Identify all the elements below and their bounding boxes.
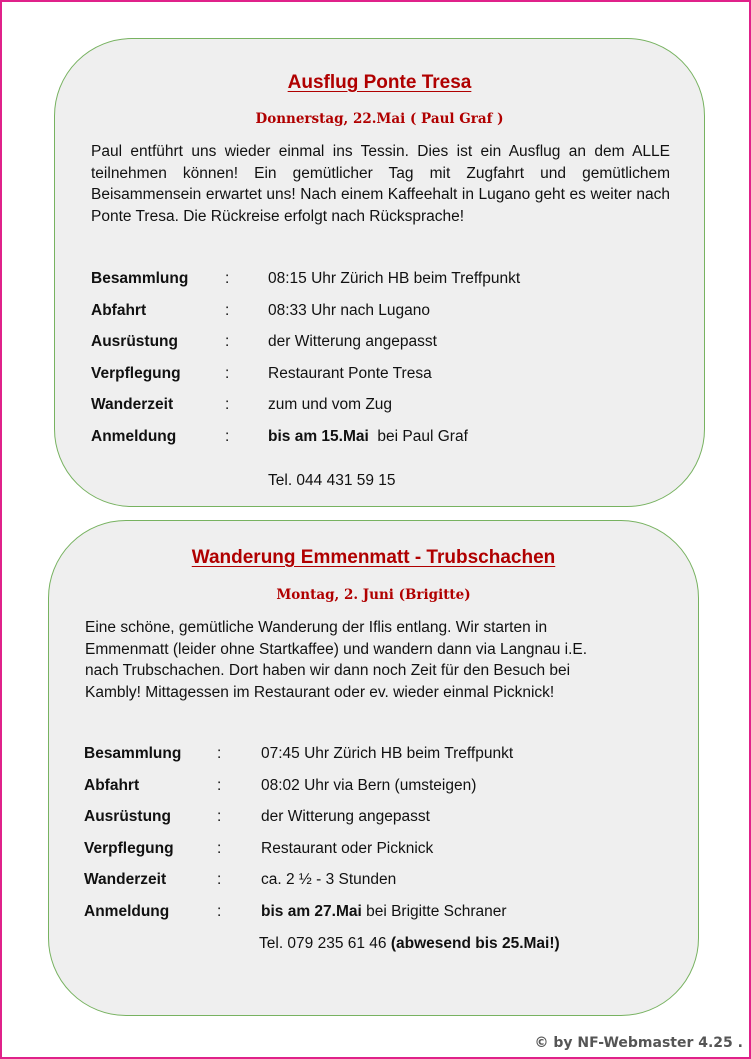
detail-row-abfahrt [91, 302, 651, 324]
detail-value: Restaurant Ponte Tresa [268, 365, 432, 382]
detail-value: 08:33 Uhr nach Lugano [268, 302, 431, 319]
detail-label: Verpflegung [84, 840, 174, 857]
detail-row-anmeldung [84, 903, 664, 925]
detail-label: Besammlung [91, 270, 189, 287]
detail-value: Restaurant oder Picknick [261, 840, 434, 857]
event-description: Paul entführt uns wieder einmal ins Tessin. Dies ist ein Ausflug an dem ALLE teilnehmen können! Ein gemütlicher Tag mit Zugfahrt und gemütlichem Beisammensein erwartet uns! Nach einem Kaffeehalt in Lugano geht es weiter nach Ponte Tresa. Die Rückreise erfolgt nach Rücksprache! [91, 143, 670, 225]
absence-note: (abwesend bis 25.Mai!) [390, 935, 560, 952]
detail-label: Anmeldung [84, 903, 170, 920]
detail-row-anmeldung [91, 428, 651, 450]
detail-value: der Witterung angepasst [268, 333, 437, 350]
detail-row-wanderzeit [84, 871, 664, 893]
description-line: nach Trubschachen. Dort haben wir dann noch Zeit für den Besuch bei [85, 662, 571, 679]
detail-value: 08:15 Uhr Zürich HB beim Treffpunkt [268, 270, 521, 287]
detail-row-besammlung [84, 745, 664, 767]
detail-colon: : [217, 903, 222, 920]
registration-contact: bei Brigitte Schraner [361, 903, 507, 920]
detail-value [268, 428, 468, 446]
detail-colon: : [217, 777, 222, 794]
detail-label: Besammlung [84, 745, 182, 762]
detail-label: Anmeldung [91, 428, 177, 445]
detail-row-verpflegung [84, 840, 664, 862]
detail-label: Ausrüstung [84, 808, 171, 825]
copyright-footer: © by NF-Webmaster 4.25 . [534, 1035, 743, 1051]
detail-row-ausruestung [91, 333, 651, 355]
detail-label: Abfahrt [84, 777, 140, 794]
detail-row-besammlung [91, 270, 651, 292]
detail-value: 08:02 Uhr via Bern (umsteigen) [261, 777, 477, 794]
event-date: Donnerstag, 22.Mai ( Paul Graf ) [255, 111, 504, 127]
detail-colon: : [217, 745, 222, 762]
registration-deadline: bis am 27.Mai [261, 903, 362, 920]
detail-colon: : [225, 396, 230, 413]
detail-label: Verpflegung [91, 365, 181, 382]
phone-number: Tel. 079 235 61 46 [259, 935, 391, 952]
detail-colon: : [225, 365, 230, 382]
detail-row-ausruestung [84, 808, 664, 830]
detail-colon: : [225, 428, 230, 445]
description-line: Emmenmatt (leider ohne Startkaffee) und wandern dann via Langnau i.E. [85, 640, 588, 658]
detail-value: der Witterung angepasst [261, 808, 430, 825]
detail-colon: : [225, 270, 230, 287]
contact-phone: Tel. 044 431 59 15 [268, 472, 396, 489]
registration-deadline: bis am 15.Mai [268, 428, 369, 445]
detail-colon: : [225, 302, 230, 319]
registration-contact: bei Paul Graf [368, 428, 468, 445]
detail-colon: : [225, 333, 230, 350]
contact-phone [259, 935, 560, 953]
detail-value: zum und vom Zug [268, 396, 393, 413]
description-line: Kambly! Mittagessen im Restaurant oder ev. wieder einmal Picknick! [85, 683, 555, 701]
detail-row-wanderzeit [91, 396, 651, 418]
detail-value [261, 903, 507, 921]
detail-label: Abfahrt [91, 302, 147, 319]
detail-label: Wanderzeit [84, 871, 167, 888]
detail-value: 07:45 Uhr Zürich HB beim Treffpunkt [261, 745, 514, 762]
detail-row-verpflegung [91, 365, 651, 387]
detail-value: ca. 2 ½ - 3 Stunden [261, 871, 397, 888]
detail-row-abfahrt [84, 777, 664, 799]
event-card-ponte-tresa [54, 38, 705, 507]
detail-colon: : [217, 840, 222, 857]
event-title: Wanderung Emmenmatt - Trubschachen [191, 547, 556, 568]
description-line: Eine schöne, gemütliche Wanderung der Iflis entlang. Wir starten in [85, 619, 548, 636]
detail-colon: : [217, 808, 222, 825]
event-description [85, 617, 664, 703]
event-title: Ausflug Ponte Tresa [287, 72, 472, 93]
event-date: Montag, 2. Juni (Brigitte) [276, 587, 471, 603]
detail-label: Ausrüstung [91, 333, 178, 350]
detail-label: Wanderzeit [91, 396, 174, 413]
event-card-emmenmatt [48, 520, 699, 1016]
detail-colon: : [217, 871, 222, 888]
